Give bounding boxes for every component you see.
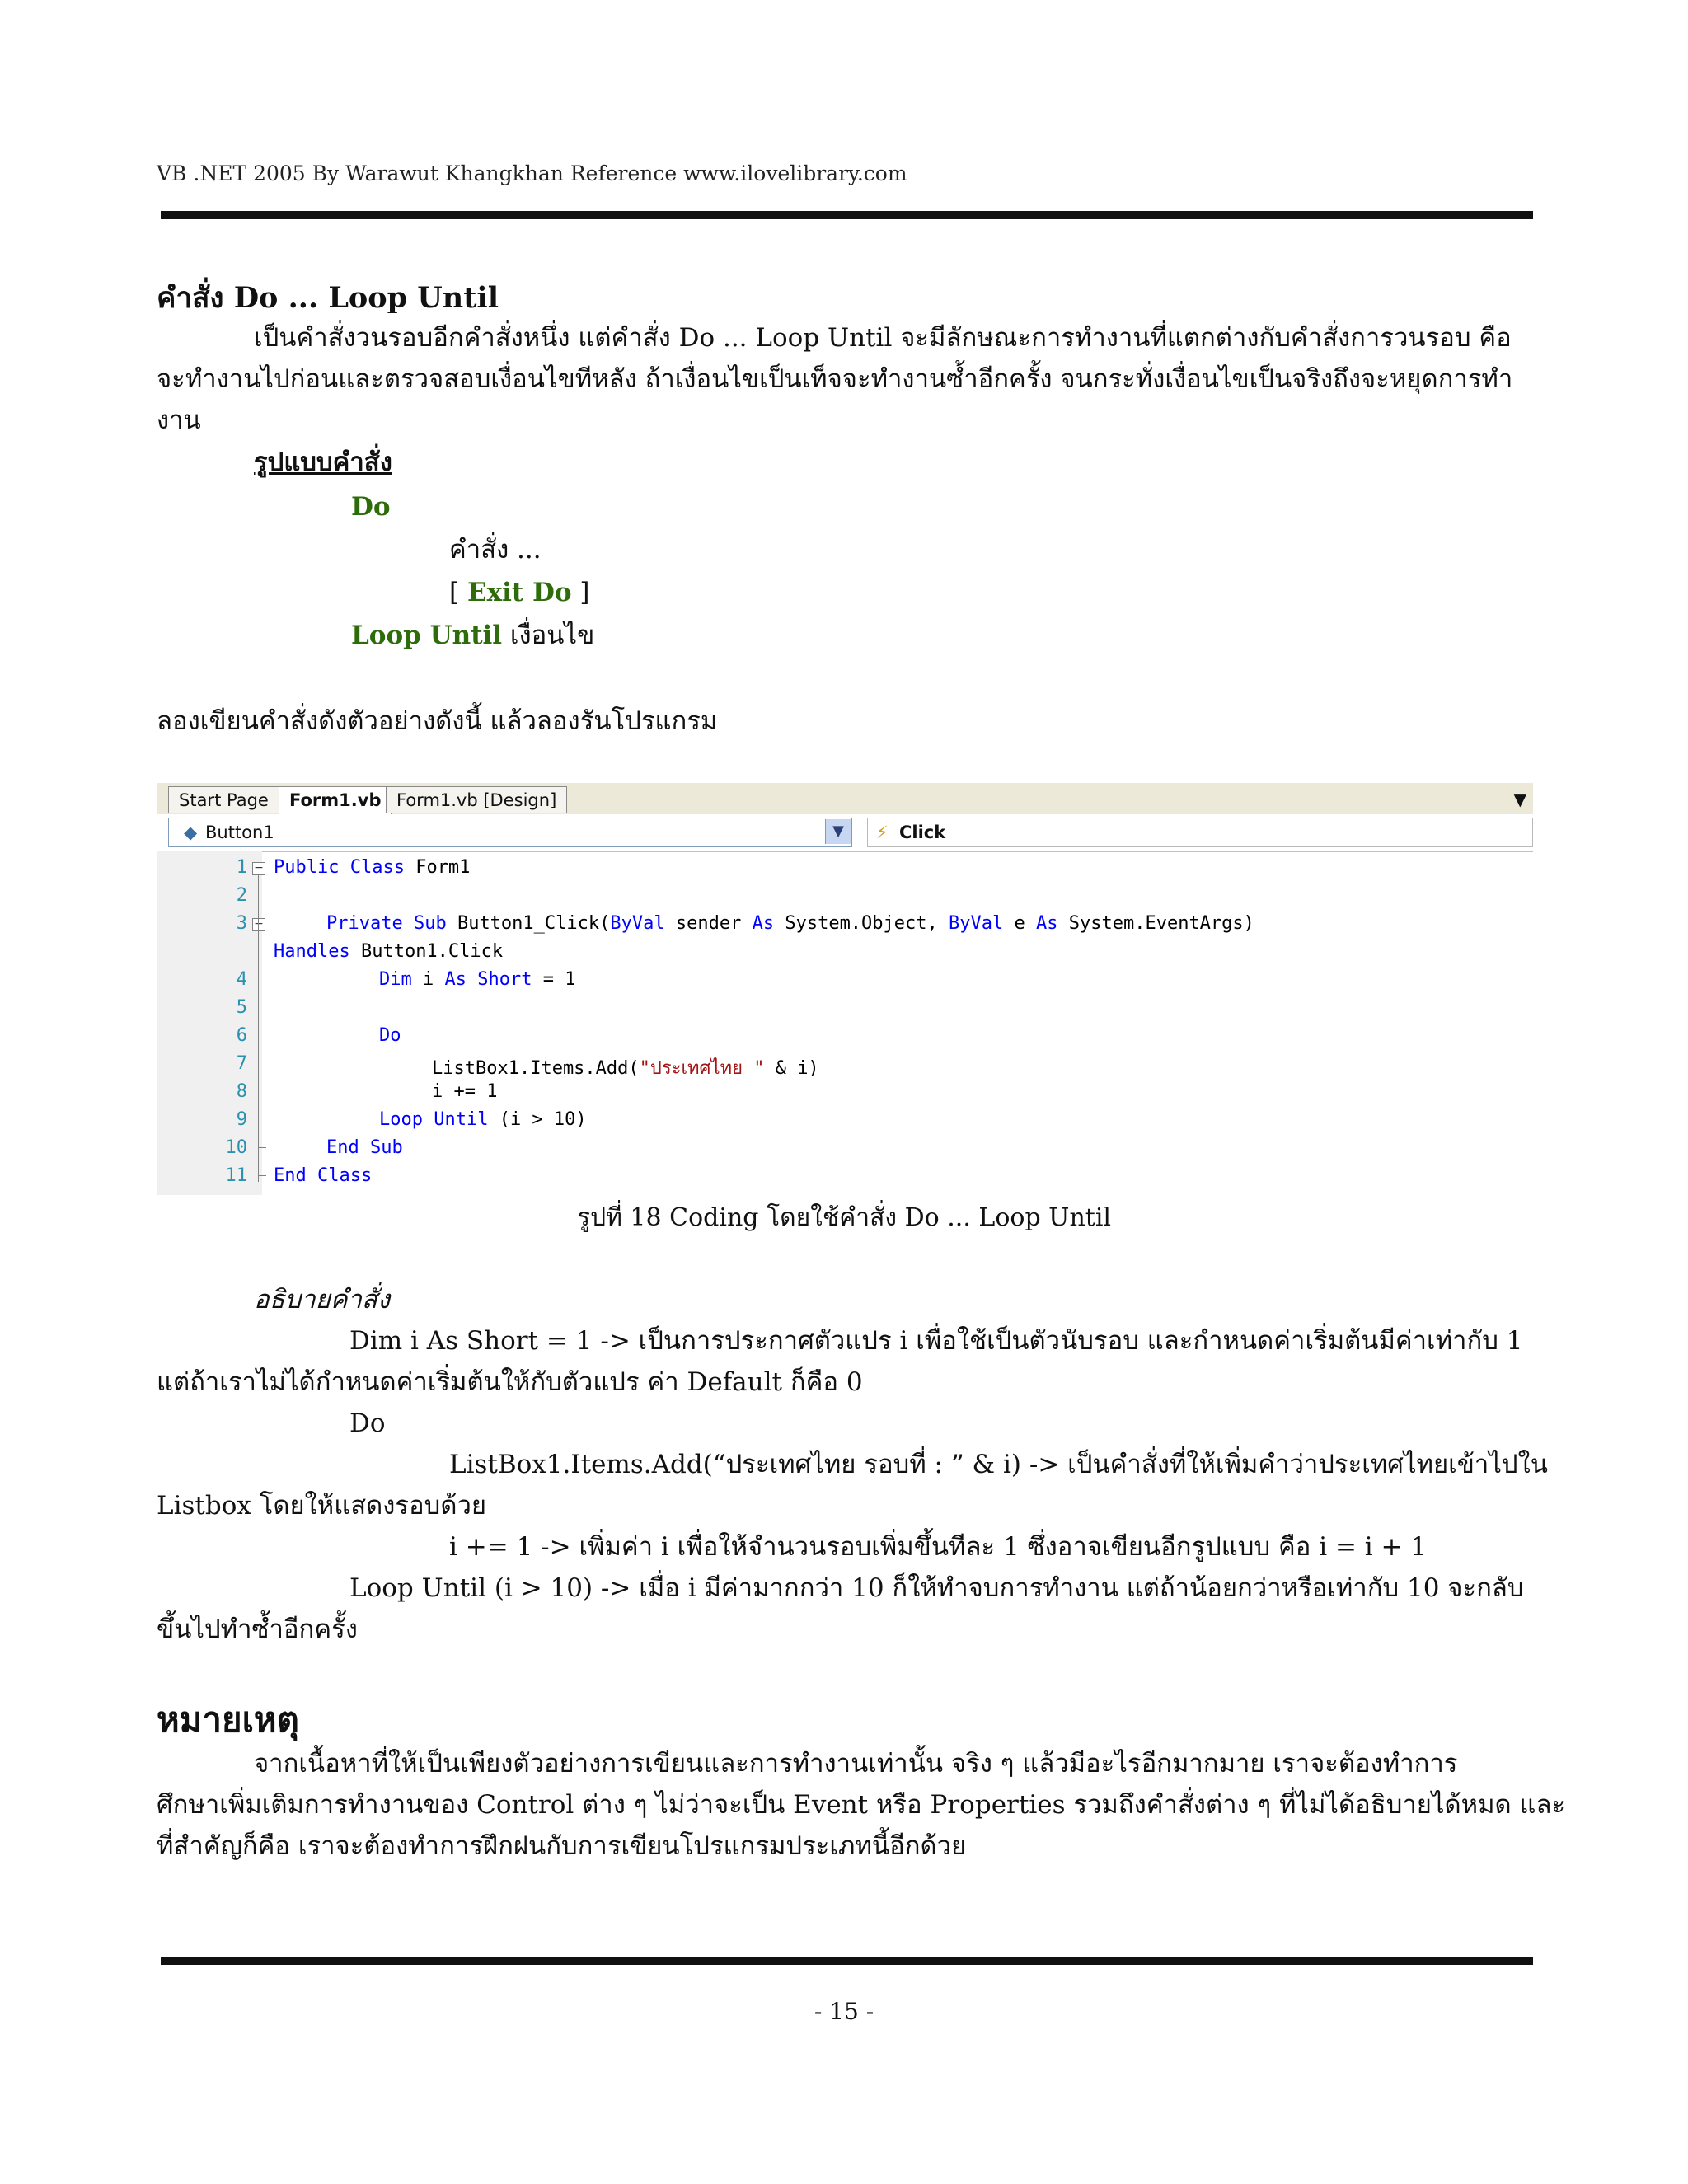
running-header: VB .NET 2005 By Warawut Khangkhan Reference www.ilovelibrary.com [157, 162, 907, 185]
tab-dropdown-icon[interactable]: ▼ [1513, 790, 1526, 809]
collapse-sub-icon[interactable]: − [252, 918, 265, 931]
outline-line [258, 875, 259, 1182]
footer-rule [161, 1957, 1533, 1965]
code-line-8: i += 1 [432, 1081, 498, 1102]
line-number: 11 [225, 1165, 247, 1186]
syntax-exit-keyword: Exit Do [467, 578, 572, 607]
syntax-exit-do [449, 572, 589, 613]
explain-loop-until-line-2: ขึ้นไปทำซ้ำอีกครั้ง [157, 1615, 358, 1644]
code-keyword: End Class [274, 1165, 373, 1186]
collapse-class-icon[interactable]: − [252, 862, 265, 875]
code-line-7 [432, 1053, 819, 1082]
code-keyword: Do [379, 1025, 401, 1046]
syntax-condition: เงื่อนไข [502, 621, 595, 650]
syntax-loop-until-keyword: Loop Until [351, 621, 503, 650]
tab-start-page[interactable]: Start Page [168, 786, 279, 813]
code-keyword: As Short [444, 969, 532, 990]
code-text: (i > 10) [488, 1109, 587, 1130]
editor-tab-bar [157, 783, 1533, 815]
line-number: 4 [236, 969, 247, 990]
code-keyword: ByVal [610, 913, 665, 934]
line-number: 3 [236, 913, 247, 934]
component-icon: ◆ [184, 823, 198, 842]
code-text: & i) [764, 1058, 819, 1079]
tab-form1-vb[interactable]: Form1.vb [279, 786, 392, 815]
syntax-exit-close: ] [571, 578, 590, 607]
line-number: 6 [236, 1025, 247, 1046]
explain-increment: i += 1 -> เพิ่มค่า i เพื่อให้จำนวนรอบเพิ่มขึ้นทีละ 1 ซึ่งอาจเขียนอีกรูปแบบ คือ i = i + 1 [449, 1532, 1428, 1562]
line-number: 5 [236, 997, 247, 1018]
code-keyword: Dim [379, 969, 412, 990]
note-line-1: จากเนื้อหาที่ให้เป็นเพียงตัวอย่างการเขียนและการทำงานเท่านั้น จริง ๆ แล้วมีอะไรอีกมากมาย เราจะต้องทำการ [254, 1749, 1458, 1779]
code-line-4 [379, 969, 575, 990]
object-combo[interactable] [168, 818, 852, 847]
note-line-2: ศึกษาเพิ่มเติมการทำงานของ Control ต่าง ๆ ไม่ว่าจะเป็น Event หรือ Properties รวมถึงคำสั่งต่าง ๆ ที่ไม่ได้อธิบายได้หมด และ [157, 1790, 1566, 1820]
code-text: e [1003, 913, 1036, 934]
explain-do: Do [349, 1408, 386, 1438]
code-text: System.Object, [774, 913, 950, 934]
figure-caption: รูปที่ 18 Coding โดยใช้คำสั่ง Do ... Loop Until [576, 1203, 1112, 1232]
code-keyword: Loop Until [379, 1109, 489, 1130]
explain-dim-line-2: แต่ถ้าเราไม่ได้กำหนดค่าเริ่มต้นให้กับตัวแปร ค่า Default ก็คือ 0 [157, 1367, 863, 1397]
explain-listbox-line-2: Listbox โดยให้แสดงรอบด้วย [157, 1491, 487, 1521]
code-line-9 [379, 1109, 587, 1130]
header-rule [161, 211, 1533, 219]
code-keyword: As [1036, 913, 1058, 934]
object-combo-value: Button1 [205, 823, 274, 842]
code-text: ListBox1.Items.Add( [432, 1058, 640, 1079]
code-line-6 [379, 1025, 401, 1046]
tab-form1-design[interactable]: Form1.vb [Design] [386, 786, 567, 813]
syntax-loop-until [351, 615, 594, 656]
note-heading: หมายเหตุ [157, 1699, 299, 1740]
line-number: 7 [236, 1053, 247, 1074]
code-keyword: Public Class [274, 857, 405, 878]
outline-end-tick [258, 1175, 266, 1176]
code-text: Button1_Click( [446, 913, 611, 934]
code-text: Form1 [404, 857, 471, 878]
code-keyword: Private Sub [326, 913, 447, 934]
chevron-down-icon[interactable]: ▼ [825, 819, 851, 844]
explain-loop-until-line-1: Loop Until (i > 10) -> เมื่อ i มีค่ามากกว่า 10 ก็ให้ทำจบการทำงาน แต่ถ้าน้อยกว่าหรือเท่ากับ 10 จะกลับ [349, 1573, 1524, 1603]
event-combo[interactable] [867, 818, 1533, 847]
line-number: 9 [236, 1109, 247, 1130]
code-editor-screenshot [157, 783, 1533, 1195]
explain-dim-line-1: Dim i As Short = 1 -> เป็นการประกาศตัวแปร i เพื่อใช้เป็นตัวนับรอบ และกำหนดค่าเริ่มต้นมีค่าเท่ากับ 1 [349, 1326, 1523, 1356]
event-combo-value: Click [899, 823, 946, 842]
code-text: = 1 [532, 969, 576, 990]
code-text: sender [664, 913, 753, 934]
intro-line-1: เป็นคำสั่งวนรอบอีกคำสั่งหนึ่ง แต่คำสั่ง Do ... Loop Until จะมีลักษณะการทำงานที่แตกต่างกับคำสั่งการวนรอบ คือ [254, 323, 1512, 353]
line-number: 1 [236, 857, 247, 878]
code-line-1 [274, 857, 470, 878]
explain-heading: อธิบายคำสั่ง [254, 1285, 390, 1315]
code-line-10 [326, 1137, 403, 1158]
syntax-do: Do [351, 492, 391, 522]
code-keyword: Handles [274, 941, 350, 962]
syntax-statement: คำสั่ง ... [449, 535, 542, 565]
syntax-heading: รูปแบบคำสั่ง [254, 448, 392, 477]
explain-listbox-line-1: ListBox1.Items.Add(“ประเทศไทย รอบที่ : ” & i) -> เป็นคำสั่งที่ให้เพิ่มคำว่าประเทศไทยเข้าไปใน [449, 1450, 1548, 1479]
code-line-11 [274, 1165, 372, 1186]
code-keyword: As [752, 913, 775, 934]
section-title: คำสั่ง Do ... Loop Until [157, 281, 499, 315]
intro-line-2: จะทำงานไปก่อนและตรวจสอบเงื่อนไขทีหลัง ถ้าเงื่อนไขเป็นเท็จจะทำงานซ้ำอีกครั้ง จนกระทั่งเงื่อนไขเป็นจริงถึงจะหยุดการทำ [157, 364, 1513, 394]
code-line-3-wrap [274, 941, 503, 962]
line-number: 10 [225, 1137, 247, 1158]
code-keyword: End Sub [326, 1137, 403, 1158]
syntax-exit-open: [ [449, 578, 467, 607]
line-number: 2 [236, 885, 247, 906]
code-line-3 [326, 913, 1254, 934]
code-text: Button1.Click [349, 941, 504, 962]
code-string: "ประเทศไทย " [639, 1058, 765, 1079]
outline-end-tick [258, 1147, 266, 1148]
intro-line-3: งาน [157, 405, 201, 435]
code-text: System.EventArgs) [1057, 913, 1254, 934]
editor-navigation-bar [157, 814, 1533, 852]
page-number: - 15 - [814, 1998, 874, 2025]
code-text: i [411, 969, 445, 990]
event-lightning-icon: ⚡ [876, 823, 889, 842]
code-keyword: ByVal [949, 913, 1004, 934]
line-number: 8 [236, 1081, 247, 1102]
note-line-3: ที่สำคัญก็คือ เราจะต้องทำการฝึกฝนกับการเขียนโปรแกรมประเภทนี้อีกด้วย [157, 1831, 967, 1861]
try-instruction: ลองเขียนคำสั่งดังตัวอย่างดังนี้ แล้วลองรันโปรแกรม [157, 706, 718, 736]
code-area[interactable] [157, 851, 1533, 1195]
